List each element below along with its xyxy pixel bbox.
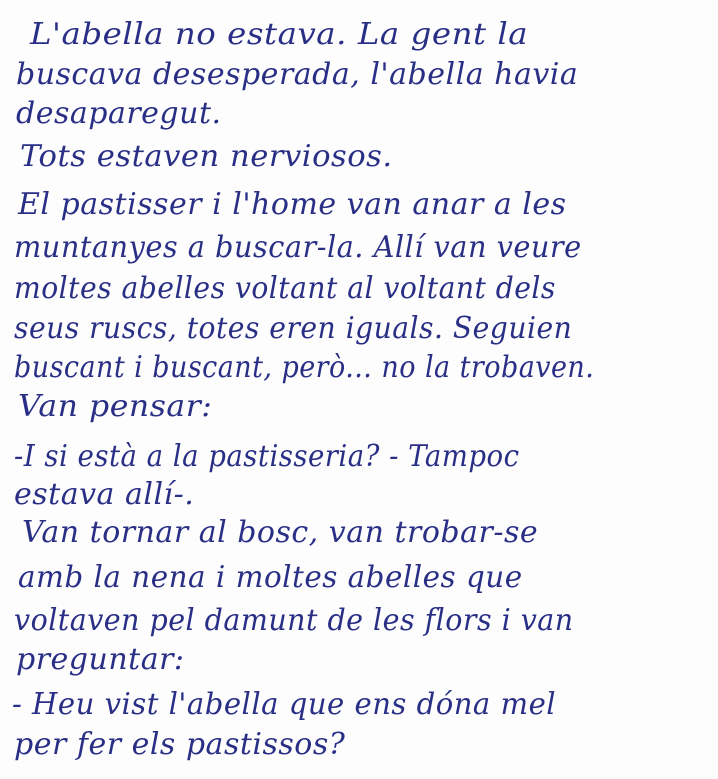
text-line: Van pensar:	[18, 389, 213, 424]
text-line: L'abella no estava. La gent la	[30, 17, 529, 52]
text-line: muntanyes a buscar-la. Allí van veure	[14, 230, 582, 265]
text-line: Tots estaven nerviosos.	[20, 139, 393, 174]
text-line: -I si està a la pastisseria? - Tampoc	[14, 439, 520, 474]
text-line: El pastisser i l'home van anar a les	[18, 187, 567, 222]
text-line: Van tornar al bosc, van trobar-se	[22, 515, 539, 550]
text-line: seus ruscs, totes eren iguals. Seguien	[14, 311, 573, 346]
text-line: buscant i buscant, però... no la trobaven.	[14, 350, 595, 385]
text-line: preguntar:	[16, 642, 185, 677]
text-line: buscava desesperada, l'abella havia	[16, 57, 579, 92]
text-line: desaparegut.	[16, 96, 222, 131]
text-line: voltaven pel damunt de les flors i van	[14, 603, 574, 638]
text-line: moltes abelles voltant al voltant dels	[14, 271, 556, 306]
text-line: - Heu vist l'abella que ens dóna mel	[12, 687, 557, 722]
text-line: estava allí-.	[14, 477, 195, 512]
text-line: per fer els pastissos?	[14, 727, 346, 762]
text-line: amb la nena i moltes abelles que	[18, 560, 523, 595]
